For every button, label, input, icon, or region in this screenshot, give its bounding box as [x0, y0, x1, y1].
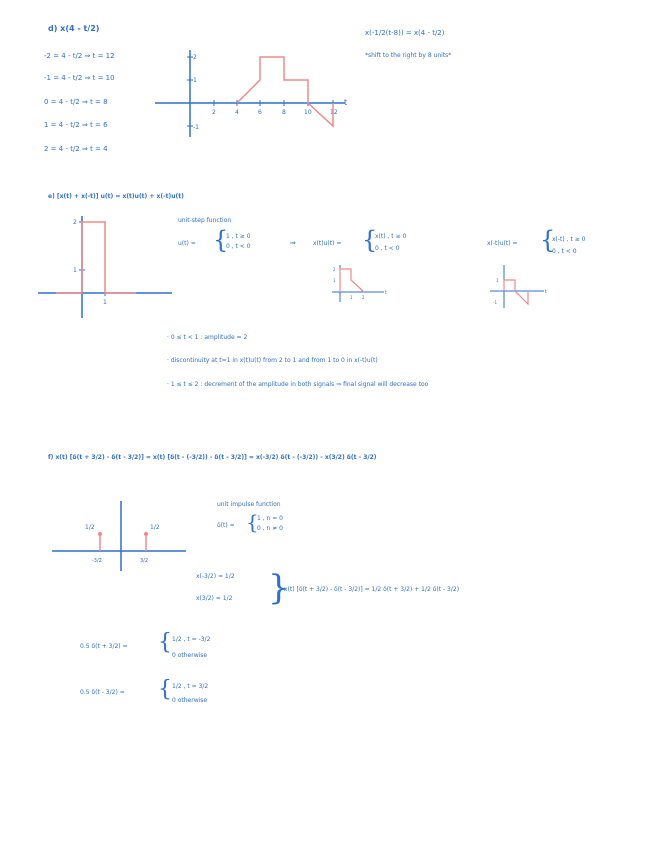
section-d-row: 0 = 4 - t/2 ⇒ t = 8	[44, 98, 108, 106]
brace-icon: {	[246, 510, 259, 534]
t-axis-label: t	[385, 290, 387, 296]
section-d-right-equation: x(-1/2(t-8)) = x(4 - t/2)	[365, 29, 445, 37]
impulse-left-dot	[98, 532, 102, 536]
y-tick-label: -1	[493, 300, 497, 305]
impulse-right-value: 1/2	[150, 524, 160, 531]
signal-curve	[340, 269, 364, 292]
section-d-row: 2 = 4 - t/2 ⇒ t = 4	[44, 145, 108, 153]
section-d-row: -1 = 4 - t/2 ⇒ t = 10	[44, 74, 115, 82]
x-tick-label: 1	[103, 299, 107, 306]
impulse-left-value: 1/2	[85, 524, 95, 531]
section-d-row: 1 = 4 - t/2 ⇒ t = 6	[44, 121, 108, 129]
bullet-item: · discontinuity at t=1 in x(t)u(t) from 2 to 1 and from 1 to 0 in x(-t)u(t)	[167, 357, 378, 364]
value-line: x(3/2) = 1/2	[196, 595, 233, 602]
xmtut-case: x(-t) , t ≥ 0	[552, 236, 586, 243]
y-tick-label: -1	[193, 124, 199, 131]
xmtut-lhs: x(-t)u(t) =	[487, 240, 518, 247]
case2-line: 0 otherwise	[172, 697, 208, 704]
bullet-item: · 1 ≤ t ≤ 2 : decrement of the amplitude in both signals ⇒ final signal will decrease too	[167, 381, 429, 388]
section-e-heading: e) [x(t) + x(-t)] u(t) = x(t)u(t) + x(-t)u(t)	[48, 193, 184, 200]
bullet-text: 0 ≤ t < 1 : amplitude = 2	[170, 334, 248, 341]
signal-curve	[56, 222, 136, 293]
xtut-case: 0 , t < 0	[375, 245, 400, 252]
unit-step-lhs: u(t) =	[178, 240, 196, 247]
y-tick-label: 2	[333, 267, 336, 272]
signal-curve	[504, 280, 528, 304]
unit-step-case: 1 , t ≥ 0	[226, 233, 251, 240]
value-line: x(-3/2) = 1/2	[196, 573, 235, 580]
case1-lhs: 0.5 δ(t + 3/2) =	[80, 643, 128, 650]
unit-step-case: 0 , t < 0	[226, 243, 251, 250]
case2-lhs: 0.5 δ(t - 3/2) =	[80, 689, 125, 696]
xtut-case: x(t) , t ≥ 0	[375, 233, 407, 240]
section-e-small-graph-2	[488, 262, 552, 310]
section-d-heading: d) x(4 - t/2)	[48, 24, 100, 33]
impulse-right-dot	[144, 532, 148, 536]
y-tick-label: 2	[193, 54, 197, 61]
case2-line: 1/2 , t = 3/2	[172, 683, 209, 690]
arrow-icon: ⇒	[290, 239, 296, 247]
xtut-lhs: x(t)u(t) =	[313, 240, 342, 247]
case1-line: 0 otherwise	[172, 652, 208, 659]
y-tick-label: 1	[496, 278, 499, 283]
bullet-text: discontinuity at t=1 in x(t)u(t) from 2 to 1 and from 1 to 0 in x(-t)u(t)	[170, 357, 378, 364]
x-tick-label: 8	[282, 109, 286, 116]
y-tick-label: 1	[73, 267, 77, 274]
section-d-graph	[150, 45, 355, 145]
x-tick-label: 12	[330, 109, 338, 116]
section-f-graph	[50, 498, 190, 578]
section-d-row: -2 = 4 - t/2 ⇒ t = 12	[44, 52, 115, 60]
x-tick-label: 10	[304, 109, 312, 116]
section-e-small-graph-1	[330, 262, 390, 304]
x-tick-label: 2	[362, 295, 365, 300]
x-tick-label: 1	[350, 295, 353, 300]
unit-step-title: unit-step function	[178, 217, 232, 224]
t-axis-label: t	[344, 98, 348, 107]
x-tick-label: 6	[258, 109, 262, 116]
bullet-text: 1 ≤ t ≤ 2 : decrement of the amplitude in both signals ⇒ final signal will decrease too	[170, 381, 429, 388]
t-axis-label: t	[545, 289, 547, 295]
values-result: x(t) [δ(t + 3/2) - δ(t - 3/2)] = 1/2 δ(t + 3/2) + 1/2 δ(t - 3/2)	[284, 586, 460, 593]
y-tick-label: 1	[193, 77, 197, 84]
brace-icon: {	[362, 226, 378, 254]
brace-icon: {	[158, 677, 172, 702]
brace-icon: {	[158, 630, 172, 655]
y-tick-label: 1	[333, 278, 336, 283]
unit-impulse-case: 1 , n = 0	[257, 515, 284, 522]
unit-impulse-case: 0 , n ≠ 0	[257, 525, 284, 532]
section-f-heading: f) x(t) [δ(t + 3/2) - δ(t - 3/2)] = x(t) [δ(t - (-3/2)) - δ(t - 3/2)] = x(-3/2) δ(t - (-3/2)) - x(3/2) δ(t - 3/2)	[48, 454, 377, 461]
xmtut-case: 0 , t < 0	[552, 248, 577, 255]
x-tick-label: 3/2	[140, 558, 149, 564]
x-tick-label: 2	[212, 109, 216, 116]
unit-impulse-lhs: δ(t) =	[217, 522, 235, 529]
case1-line: 1/2 , t = -3/2	[172, 636, 211, 643]
x-tick-label: 4	[235, 109, 239, 116]
brace-icon: }	[268, 568, 290, 608]
unit-impulse-title: unit impulse function	[217, 501, 281, 508]
x-tick-label: -3/2	[92, 558, 102, 564]
brace-icon: {	[213, 226, 229, 254]
bullet-item: · 0 ≤ t < 1 : amplitude = 2	[167, 334, 248, 341]
brace-icon: {	[540, 226, 556, 254]
section-e-main-graph	[36, 212, 176, 322]
y-tick-label: 2	[73, 219, 77, 226]
section-d-shift-note: *shift to the right by 8 units*	[365, 52, 452, 59]
